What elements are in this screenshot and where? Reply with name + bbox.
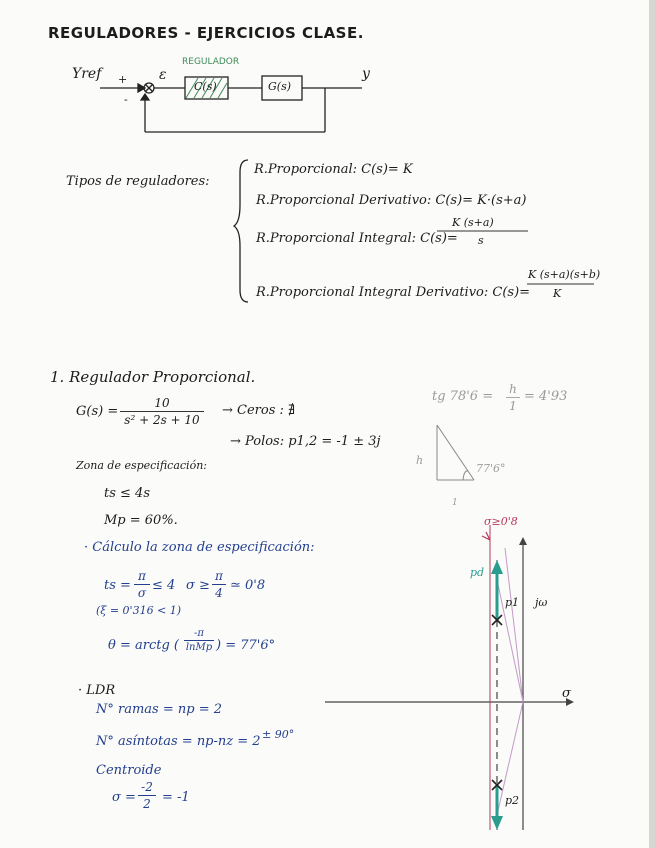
output-label: y	[362, 66, 370, 82]
type-p: R.Proporcional: C(s)= K	[254, 162, 413, 177]
sigma-c-bar	[138, 795, 156, 796]
tg-fraction-bar	[506, 397, 520, 398]
ramas-line: N° ramas = np = 2	[96, 702, 223, 717]
tg-fraction	[506, 382, 520, 413]
calc-heading: · Cálculo la zona de especificación:	[84, 540, 315, 555]
theta-fraction	[184, 628, 214, 653]
controller-label: C(s)	[194, 80, 217, 93]
g-numerator: 10	[154, 396, 170, 410]
mp-spec: Mp = 60%.	[104, 513, 178, 528]
angle-triangle	[437, 425, 474, 480]
triangle-h-label: h	[416, 454, 424, 467]
ts-eq-right: ≤ 4	[152, 578, 176, 593]
sigma-boundary-label: σ≥0'8	[484, 515, 518, 528]
plant-label: G(s)	[268, 80, 292, 93]
sigma-c-fraction	[138, 780, 156, 811]
sigma-eq-num: π	[215, 569, 223, 583]
sigma-c-right: = -1	[162, 790, 190, 805]
root-locus-plot	[325, 525, 574, 830]
sigma-c-left: σ =	[112, 790, 136, 805]
ts-eq-num: π	[138, 569, 146, 583]
type-pi-num: K (s+a)	[452, 216, 494, 229]
tg-line: tg 78'6 =	[432, 389, 494, 404]
block-diagram-lines	[100, 76, 362, 132]
types-heading: Tipos de reguladores:	[66, 174, 210, 189]
type-pd: R.Proporcional Derivativo: C(s)= K·(s+a)	[256, 193, 527, 208]
tg-result: = 4'93	[524, 389, 568, 404]
error-label: ε	[159, 67, 167, 83]
asintotas-left: N° asíntotas = np-nz = 2	[96, 734, 261, 749]
theta-bar	[184, 640, 214, 641]
zona-heading: Zona de especificación:	[76, 459, 207, 472]
polos-line: → Polos: p1,2 = -1 ± 3j	[230, 434, 381, 449]
sigma-eq-right: ≃ 0'8	[230, 578, 266, 593]
theta-right: ) = 77'6°	[216, 638, 276, 653]
g-denominator: s² + 2s + 10	[124, 413, 200, 427]
ts-spec: ts ≤ 4s	[104, 486, 150, 501]
p1-label: p1	[505, 596, 520, 609]
sigma-axis-label: σ	[562, 686, 571, 701]
theta-left: θ = arctg (	[108, 638, 179, 653]
sigma-c-den: 2	[143, 797, 151, 811]
g-fraction-bar	[120, 411, 204, 412]
sigma-eq-den: 4	[215, 586, 223, 600]
triangle-angle-label: 77'6°	[476, 462, 506, 475]
sigma-eq-fraction	[212, 569, 226, 600]
xi-line: (ξ = 0'316 < 1)	[96, 604, 182, 617]
g-fraction	[120, 396, 204, 427]
ts-eq-left: ts =	[104, 578, 131, 593]
ts-eq-fraction	[134, 569, 150, 600]
g-label: G(s) =	[76, 404, 119, 419]
centroide-heading: Centroide	[96, 763, 162, 778]
section-heading: 1. Regulador Proporcional.	[50, 368, 256, 386]
type-pid-den: K	[553, 287, 562, 300]
regulator-label: REGULADOR	[182, 57, 240, 67]
sigma-eq-left: σ ≥	[186, 578, 210, 593]
jw-label: jω	[535, 596, 548, 609]
ceros-line: → Ceros : ∄	[222, 403, 296, 418]
sigma-c-num: -2	[141, 780, 153, 794]
triangle-one-label: 1	[452, 498, 458, 508]
theta-num: -π	[194, 628, 204, 639]
asintotas-right: ± 90°	[262, 728, 295, 741]
ts-eq-bar	[134, 584, 150, 585]
theta-den: lnMp	[185, 642, 213, 653]
type-pi-label: R.Proporcional Integral: C(s)=	[256, 231, 458, 246]
minus-sign: -	[124, 93, 128, 106]
ts-eq-den: σ	[137, 586, 147, 600]
pd-label: pd	[470, 566, 485, 579]
type-pi-den: s	[478, 234, 484, 247]
plus-sign: +	[118, 73, 128, 86]
types-brace	[234, 160, 248, 302]
tg-denominator: 1	[509, 399, 517, 413]
sigma-eq-bar	[212, 584, 226, 585]
page-title: REGULADORES - EJERCICIOS CLASE.	[48, 24, 364, 42]
ldr-heading: · LDR	[78, 683, 116, 698]
input-label: Yref	[72, 66, 102, 82]
p2-label: p2	[505, 794, 520, 807]
type-pid-num: K (s+a)(s+b)	[528, 268, 601, 281]
tg-numerator: h	[509, 382, 517, 396]
type-pid-label: R.Proporcional Integral Derivativo: C(s)=	[256, 285, 531, 300]
